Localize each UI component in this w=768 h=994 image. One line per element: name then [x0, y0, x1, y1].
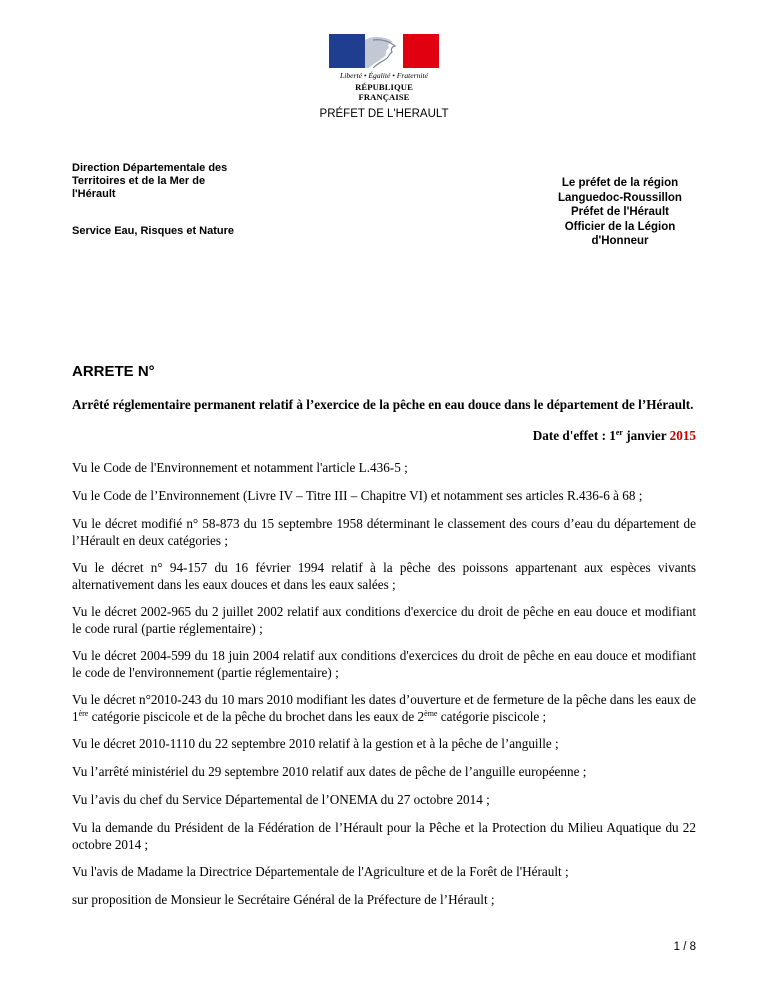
prefet-title-line: Languedoc-Roussillon	[558, 191, 682, 204]
republique-francaise-logo	[329, 34, 439, 102]
visa-paragraph: Vu le décret 2004-599 du 18 juin 2004 relatif aux conditions d'exercices du droit de pêche en eau douce et modifiant le code de l'environnement (partie réglementaire) ;	[72, 648, 696, 680]
logo-motto: Liberté • Égalité • Fraternité	[340, 71, 428, 80]
effect-date	[72, 428, 696, 444]
prefet-header: PRÉFET DE L'HERAULT	[319, 108, 449, 120]
visa-sup: ère	[78, 708, 89, 718]
visa-sup: ème	[424, 708, 438, 718]
visa-paragraph	[72, 692, 696, 725]
effect-month: janvier	[622, 428, 670, 443]
visa-paragraph: sur proposition de Monsieur le Secrétaire Général de la Préfecture de l’Hérault ;	[72, 892, 495, 907]
effect-year: 2015	[669, 428, 696, 443]
prefet-title-line: Le préfet de la région	[561, 177, 679, 189]
visa-paragraph: Vu le décret modifié n° 58-873 du 15 septembre 1958 déterminant le classement des cours d’eau du département de l’Hérault en deux catégories ;	[72, 516, 696, 548]
page-number: 1 / 8	[673, 941, 696, 953]
visa-paragraph: Vu l'avis de Madame la Directrice Départementale de l'Agriculture et de la Forêt de l'Hérault ;	[72, 864, 569, 879]
visa-paragraph: Vu le décret 2010-1110 du 22 septembre 2010 relatif à la gestion et à la pêche de l’anguille ;	[72, 736, 559, 751]
prefet-title-line: Officier de la Légion	[564, 220, 676, 233]
arrete-title: ARRETE N°	[72, 363, 155, 380]
visa-paragraph: Vu le Code de l'Environnement et notamment l'article L.436-5 ;	[72, 460, 408, 475]
prefet-title-block	[540, 176, 700, 249]
visa-text: Vu le décret n°2010-243 du 10 mars 2010 modifiant les dates d’ouverture et de fermeture de la pêche dans les eaux de 1	[72, 692, 696, 724]
effect-prefix: Date d'effet : 1	[532, 428, 616, 443]
marianne-icon	[329, 34, 439, 68]
service-name: Service Eau, Risques et Nature	[72, 225, 235, 237]
prefet-title-line: d'Honneur	[591, 235, 649, 247]
visa-paragraph: Vu la demande du Président de la Fédération de l’Hérault pour la Pêche et la Protection du Milieu Aquatique du 22 octobre 2014 ;	[72, 820, 696, 852]
visa-paragraph: Vu le décret n° 94-157 du 16 février 1994 relatif à la pêche des poissons appartenant aux espèces vivants alternativement dans les eaux douces et dans les eaux salées ;	[72, 560, 696, 592]
visa-paragraph: Vu le décret 2002-965 du 2 juillet 2002 relatif aux conditions d'exercice du droit de pêche en eau douce et modifiant le code rural (partie réglementaire) ;	[72, 604, 696, 636]
direction-name: Direction Départementale des Territoires et de la Mer de l'Hérault	[72, 162, 228, 200]
visa-paragraph: Vu l’arrêté ministériel du 29 septembre 2010 relatif aux dates de pêche de l’anguille européenne ;	[72, 764, 587, 779]
arrete-subject: Arrêté réglementaire permanent relatif à l’exercice de la pêche en eau douce dans le département de l’Hérault.	[72, 397, 694, 412]
visa-paragraph: Vu le Code de l’Environnement (Livre IV – Titre III – Chapitre VI) et notamment ses articles R.436-6 à 68 ;	[72, 488, 643, 503]
logo-republic-name: RÉPUBLIQUE FRANÇAISE	[355, 82, 413, 102]
visa-text: catégorie piscicole et de la pêche du brochet dans les eaux de 2	[88, 708, 425, 724]
visa-paragraph: Vu l’avis du chef du Service Départemental de l’ONEMA du 27 octobre 2014 ;	[72, 792, 490, 807]
visa-text: catégorie piscicole ;	[437, 708, 547, 724]
prefet-title-line: Préfet de l'Hérault	[571, 206, 669, 218]
effect-sup: er	[615, 428, 623, 437]
